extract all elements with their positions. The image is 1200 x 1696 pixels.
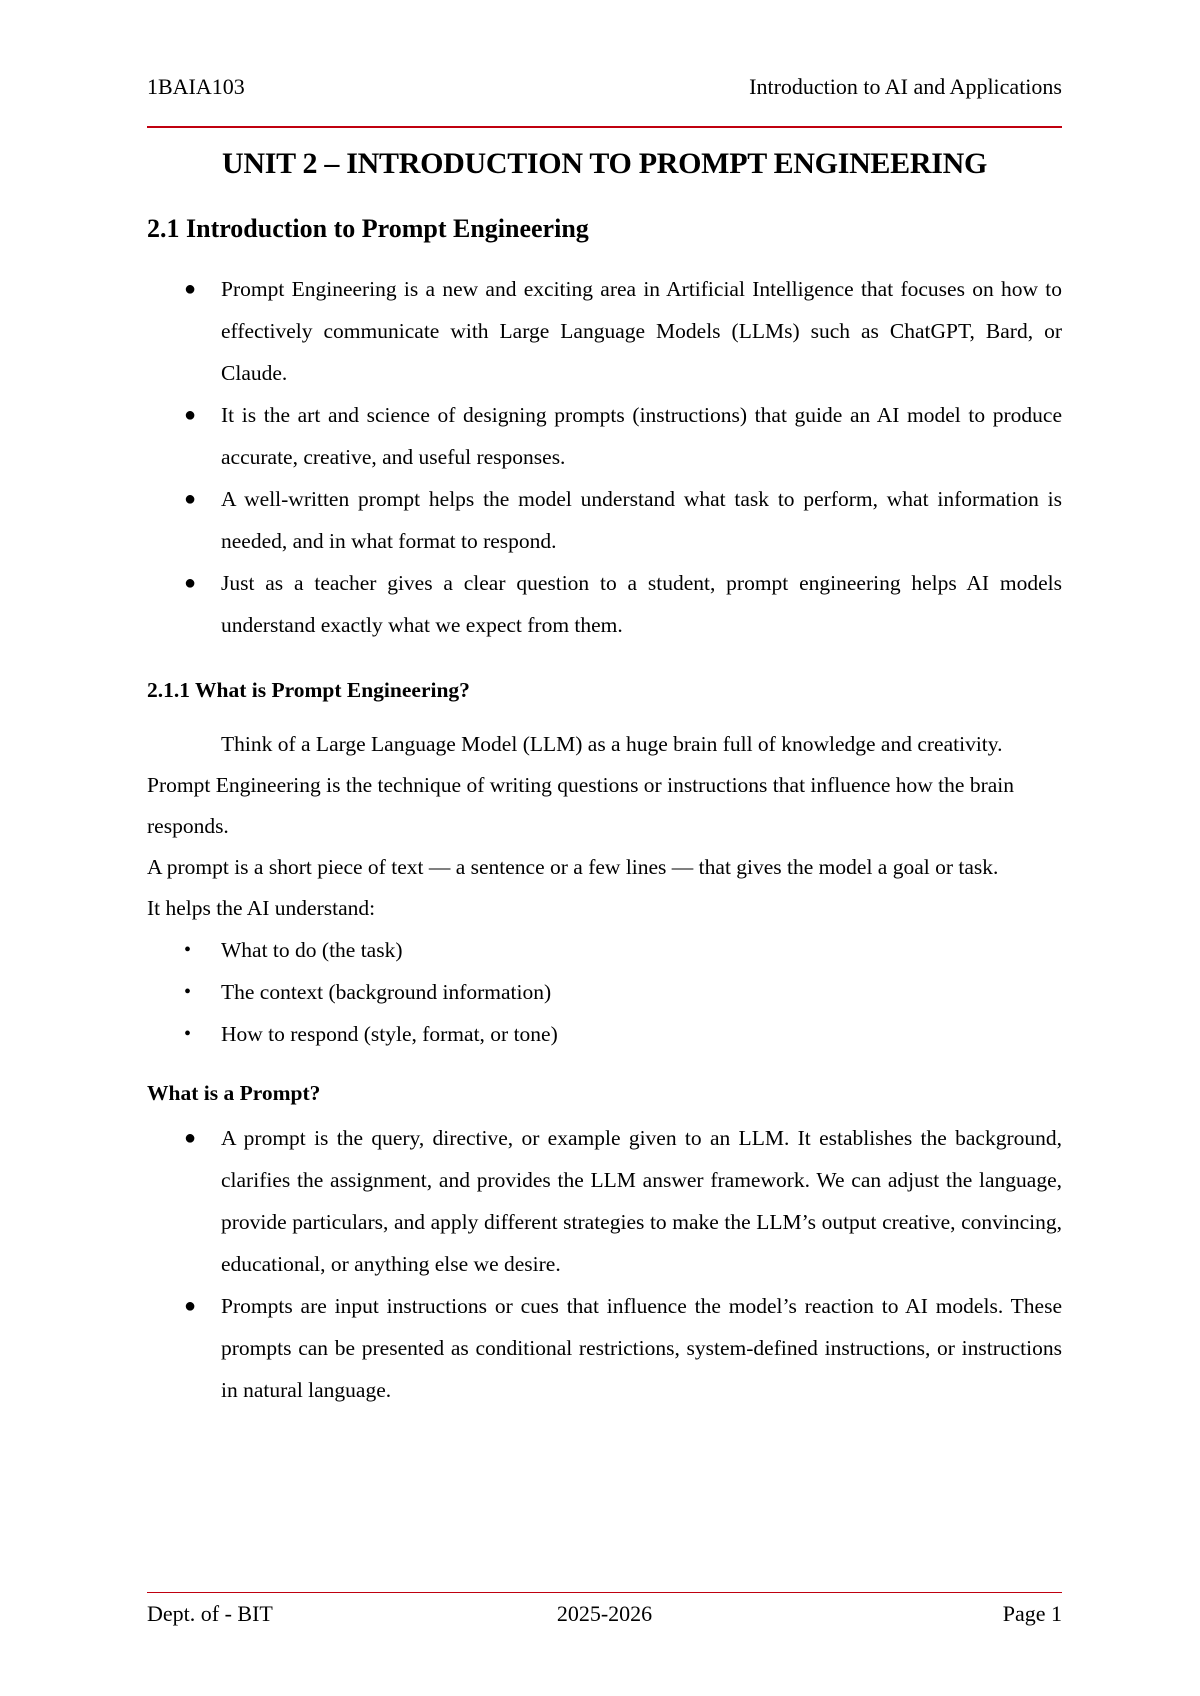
academic-year: 2025-2026 [556,1601,653,1626]
bullet-icon: ● [184,488,197,510]
list-item-text: What to do (the task) [221,938,403,962]
list-item-text: Prompt Engineering is a new and exciting area in Artificial Intelligence that focuses on how to effectively communicate with Large Language Models (LLMs) such as ChatGPT, Bard, or Claude. [221,277,1062,385]
page-header [147,72,1062,102]
bullet-icon: • [184,981,192,1003]
list-item-text: How to respond (style, format, or tone) [221,1022,558,1046]
subsection-paragraph-2: A prompt is a short piece of text — a sentence or a few lines — that gives the model a goal or task. [147,855,999,879]
department-label: Dept. of - BIT [147,1601,273,1626]
list-item [147,268,1062,394]
bullet-icon: ● [184,278,197,300]
list-item [147,394,1062,478]
bullet-icon: • [184,1023,192,1045]
prompt-heading: What is a Prompt? [147,1081,321,1105]
list-item-text: Prompts are input instructions or cues that influence the model’s reaction to AI models. These prompts can be presented as conditional restrictions, system-defined instructions, or instructions in natural language. [221,1294,1062,1402]
page-footer [147,1598,1062,1630]
list-item [147,929,1062,971]
subsection-paragraph-1: Think of a Large Language Model (LLM) as a huge brain full of knowledge and creativity. Prompt Engineering is the technique of writing questions or instructions that influence how the brain responds. [147,732,1014,838]
bullet-icon: ● [184,404,197,426]
header-divider [147,126,1062,128]
bullet-icon: ● [184,572,197,594]
intro-bullet-list [147,268,1062,646]
unit-title: UNIT 2 – INTRODUCTION TO PROMPT ENGINEERING [221,147,987,180]
list-item-text: The context (background information) [221,980,552,1004]
understand-list [147,929,1062,1055]
course-title: Introduction to AI and Applications [749,74,1062,99]
bullet-icon: ● [184,1295,197,1317]
list-item-text: A well-written prompt helps the model understand what task to perform, what information is needed, and in what format to respond. [221,487,1062,553]
list-item-text: Just as a teacher gives a clear question to a student, prompt engineering helps AI models understand exactly what we expect from them. [221,571,1062,637]
subsection-paragraph-3: It helps the AI understand: [147,896,376,920]
page-number: Page 1 [1002,1601,1062,1626]
bullet-icon: • [184,939,192,961]
list-item-text: It is the art and science of designing prompts (instructions) that guide an AI model to produce accurate, creative, and useful responses. [221,403,1062,469]
list-item [147,971,1062,1013]
bullet-icon: ● [184,1127,197,1149]
section-heading: 2.1 Introduction to Prompt Engineering [147,214,589,243]
prompt-bullet-list [147,1117,1062,1411]
course-code: 1BAIA103 [147,74,245,99]
footer-divider [147,1592,1062,1593]
list-item [147,1013,1062,1055]
subsection-heading: 2.1.1 What is Prompt Engineering? [147,678,470,702]
list-item [147,1285,1062,1411]
document-body [147,210,1062,1411]
list-item [147,1117,1062,1285]
list-item-text: A prompt is the query, directive, or example given to an LLM. It establishes the background, clarifies the assignment, and provides the LLM answer framework. We can adjust the language, provide particulars, and apply different strategies to make the LLM’s output creative, convincing, educational, or anything else we desire. [221,1126,1062,1276]
list-item [147,478,1062,562]
list-item [147,562,1062,646]
